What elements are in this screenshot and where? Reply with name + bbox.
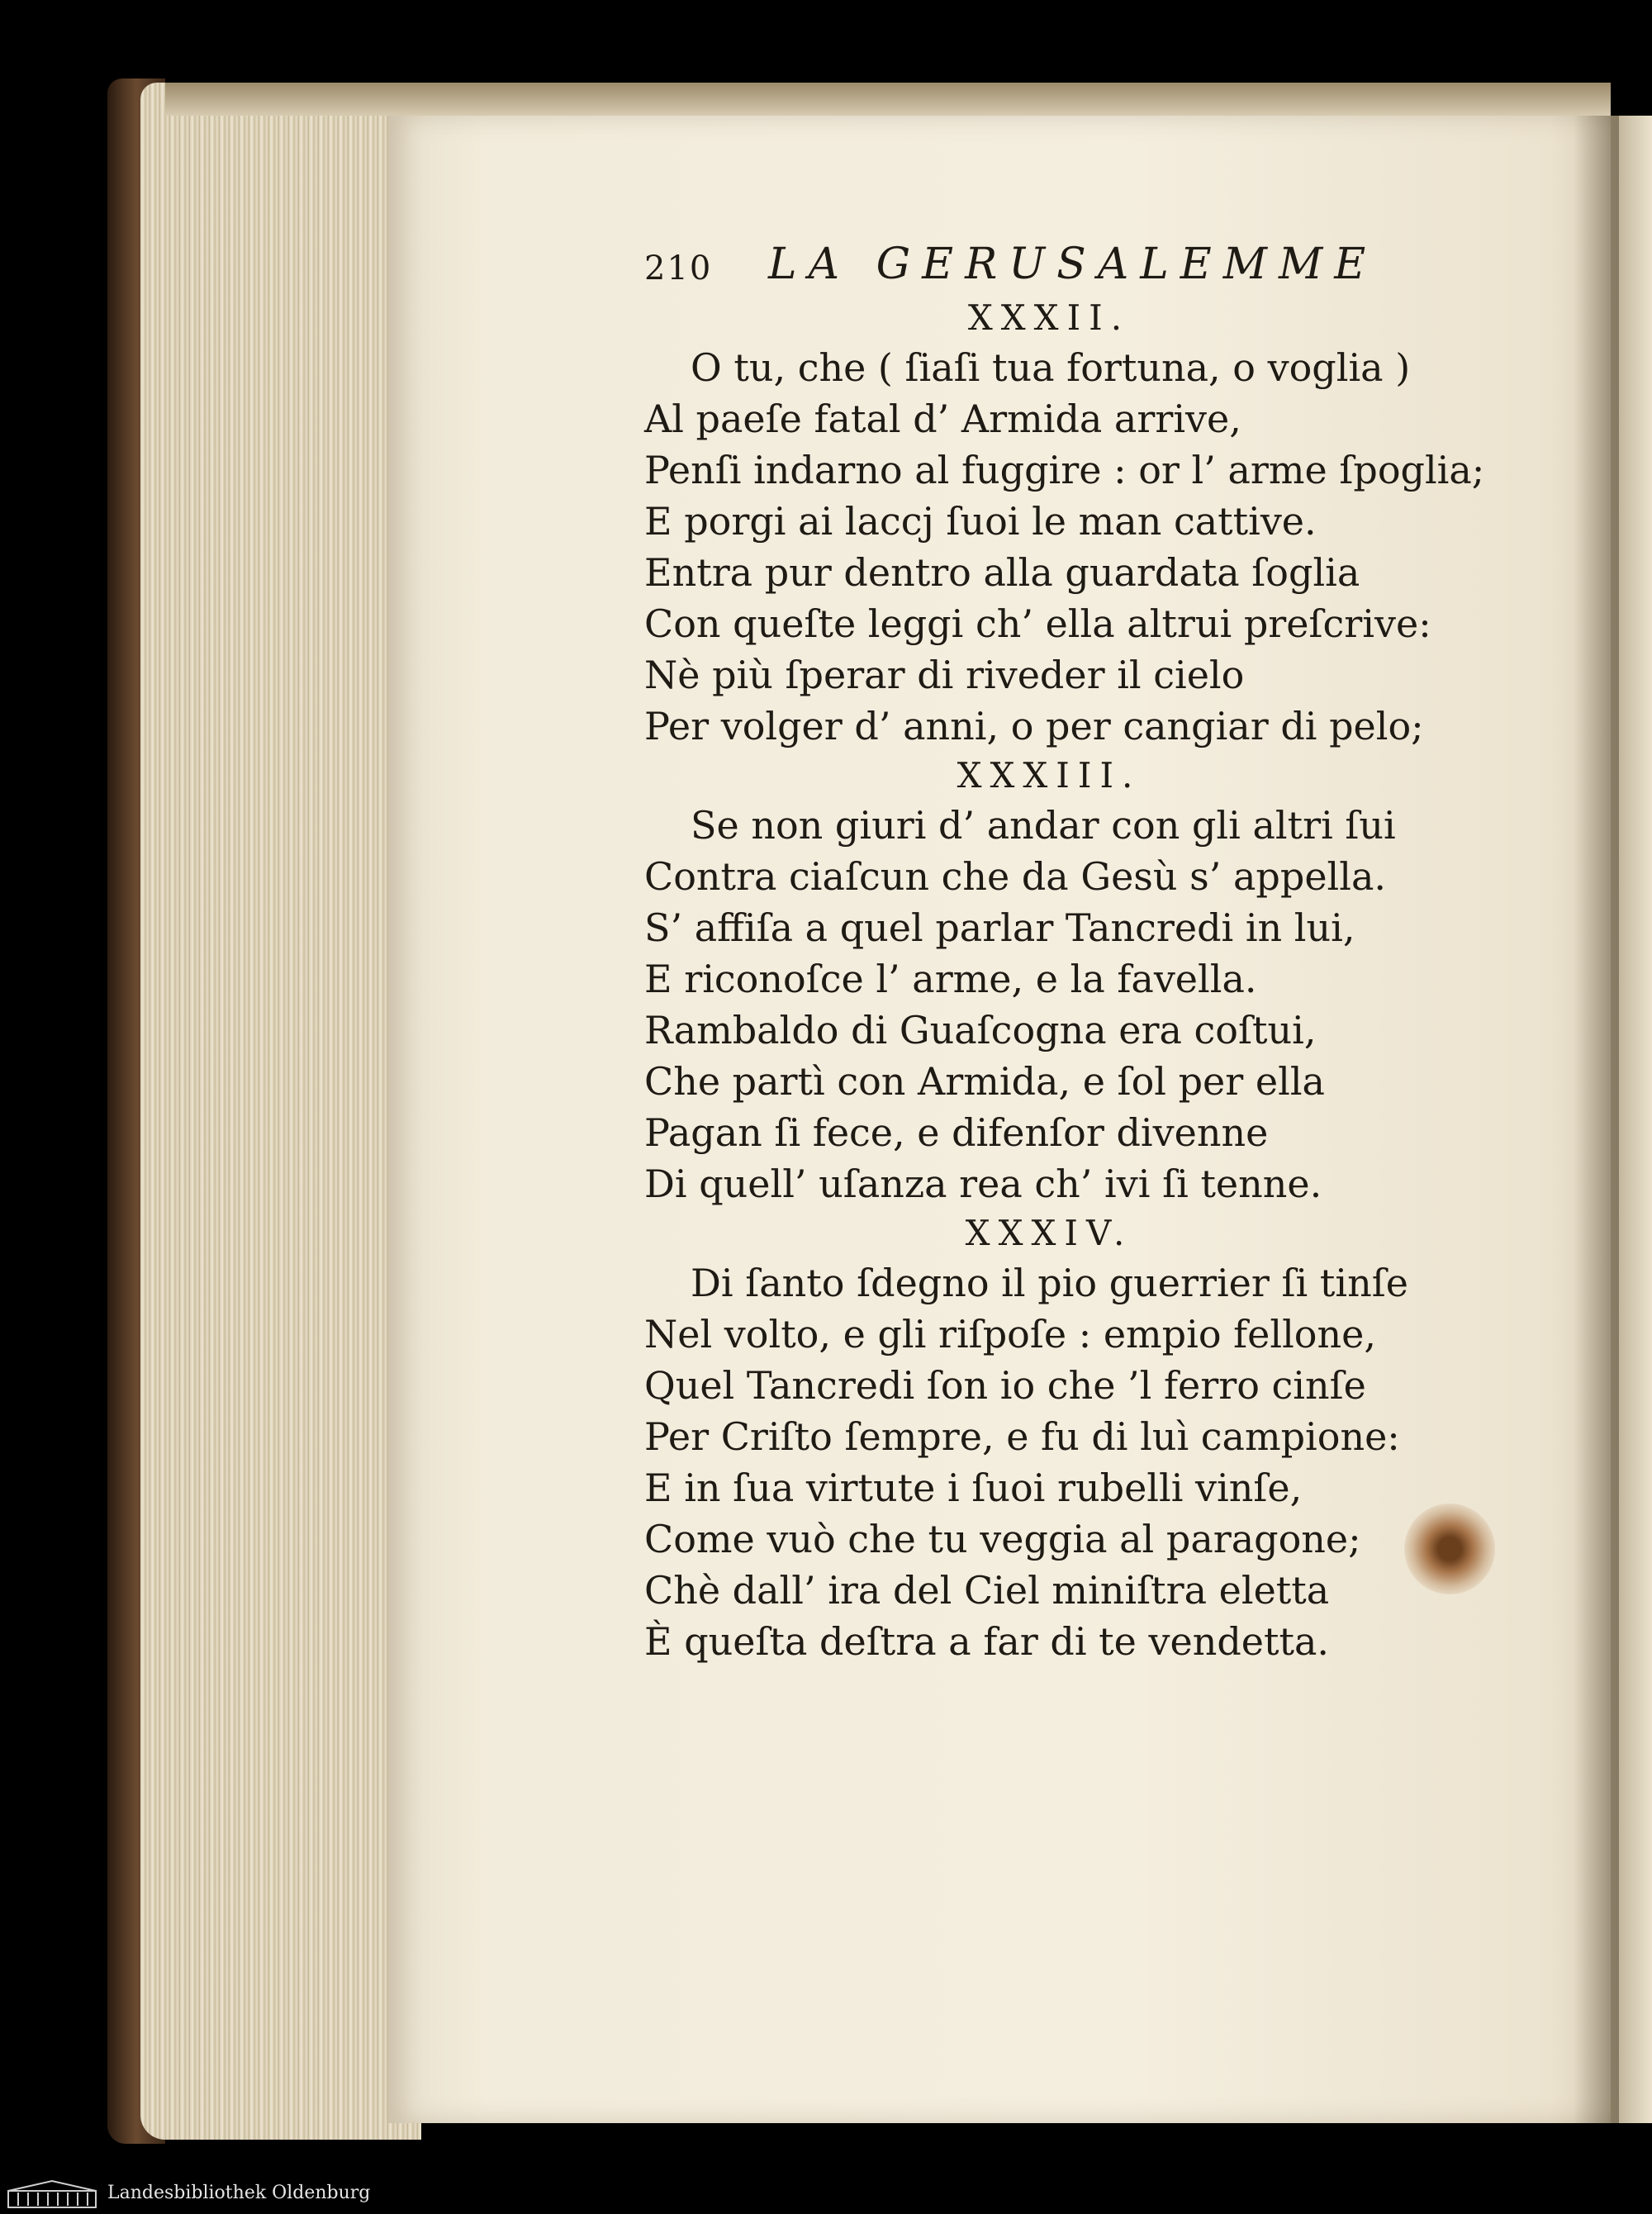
verse-line: Al paeſe fatal d’ Armida arrive, xyxy=(644,397,1241,441)
running-head xyxy=(644,240,1454,294)
verse-line: Se non giuri d’ andar con gli altri ſui xyxy=(691,803,1396,848)
running-title: LA GERUSALEMME xyxy=(768,240,1378,289)
verse-line: Di ſanto ſdegno il pio guerrier ſi tinſe xyxy=(691,1261,1408,1305)
verse-line: Entra pur dentro alla guardata ſoglia xyxy=(644,550,1360,595)
verse-line: E riconoſce l’ arme, e la favella. xyxy=(644,957,1257,1001)
verse-line: O tu, che ( ſiaſi tua fortuna, o voglia ) xyxy=(691,345,1411,390)
verse-line: Per volger d’ anni, o per cangiar di pelo; xyxy=(644,704,1424,748)
stanza xyxy=(644,752,1454,1209)
library-building-icon xyxy=(7,2179,97,2209)
library-name: Landesbibliothek Oldenburg xyxy=(107,2183,371,2203)
verse-line: Chè dall’ ira del Ciel miniſtra eletta xyxy=(644,1568,1330,1613)
stanza xyxy=(644,294,1485,752)
verse-line: È queſta deſtra a far di te vendetta. xyxy=(644,1619,1330,1664)
verse-line: Contra ciaſcun che da Gesù s’ appella. xyxy=(644,854,1387,899)
verse-line: Con queſte leggi ch’ ella altrui preſcrive: xyxy=(644,601,1431,646)
text-block xyxy=(644,240,1485,1667)
page-edges xyxy=(140,83,421,2140)
book-top-edge xyxy=(165,83,1611,116)
verse-line: Pagan ſi fece, e difenſor divenne xyxy=(644,1110,1269,1155)
page-number: 210 xyxy=(644,249,713,287)
stanza xyxy=(644,1209,1454,1667)
verse-line: Come vuò che tu veggia al paragone; xyxy=(644,1517,1361,1561)
verse-line: E porgi ai laccj ſuoi le man cattive. xyxy=(644,499,1317,544)
verse-line: Quel Tancredi ſon io che ’l ferro cinſe xyxy=(644,1363,1366,1408)
verse-line: Che partì con Armida, e ſol per ella xyxy=(644,1059,1325,1104)
verse-line: E in ſua virtute i ſuoi rubelli vinſe, xyxy=(644,1466,1303,1510)
verse-line: S’ affiſa a quel parlar Tancredi in lui, xyxy=(644,905,1355,950)
verse-line: Di quell’ uſanza rea ch’ ivi ſi tenne. xyxy=(644,1162,1322,1206)
footer-bar xyxy=(0,2173,1652,2214)
verse-line: Per Criſto ſempre, e fu di luì campione: xyxy=(644,1414,1400,1459)
verse-line: Nè più ſperar di riveder il cielo xyxy=(644,653,1245,697)
stanza-list xyxy=(644,294,1485,1667)
stanza-number: XXXIV. xyxy=(965,1213,1133,1253)
verse-line: Nel volto, e gli riſpoſe : empio fellone, xyxy=(644,1312,1376,1356)
verse-line: Penſi indarno al fuggire : or l’ arme ſpoglia; xyxy=(644,448,1485,492)
stanza-number: XXXIII. xyxy=(957,755,1142,796)
stanza-number: XXXII. xyxy=(967,297,1131,338)
spine-shadow xyxy=(1574,116,1619,2123)
verse-line: Rambaldo di Guaſcogna era coſtui, xyxy=(644,1008,1317,1052)
